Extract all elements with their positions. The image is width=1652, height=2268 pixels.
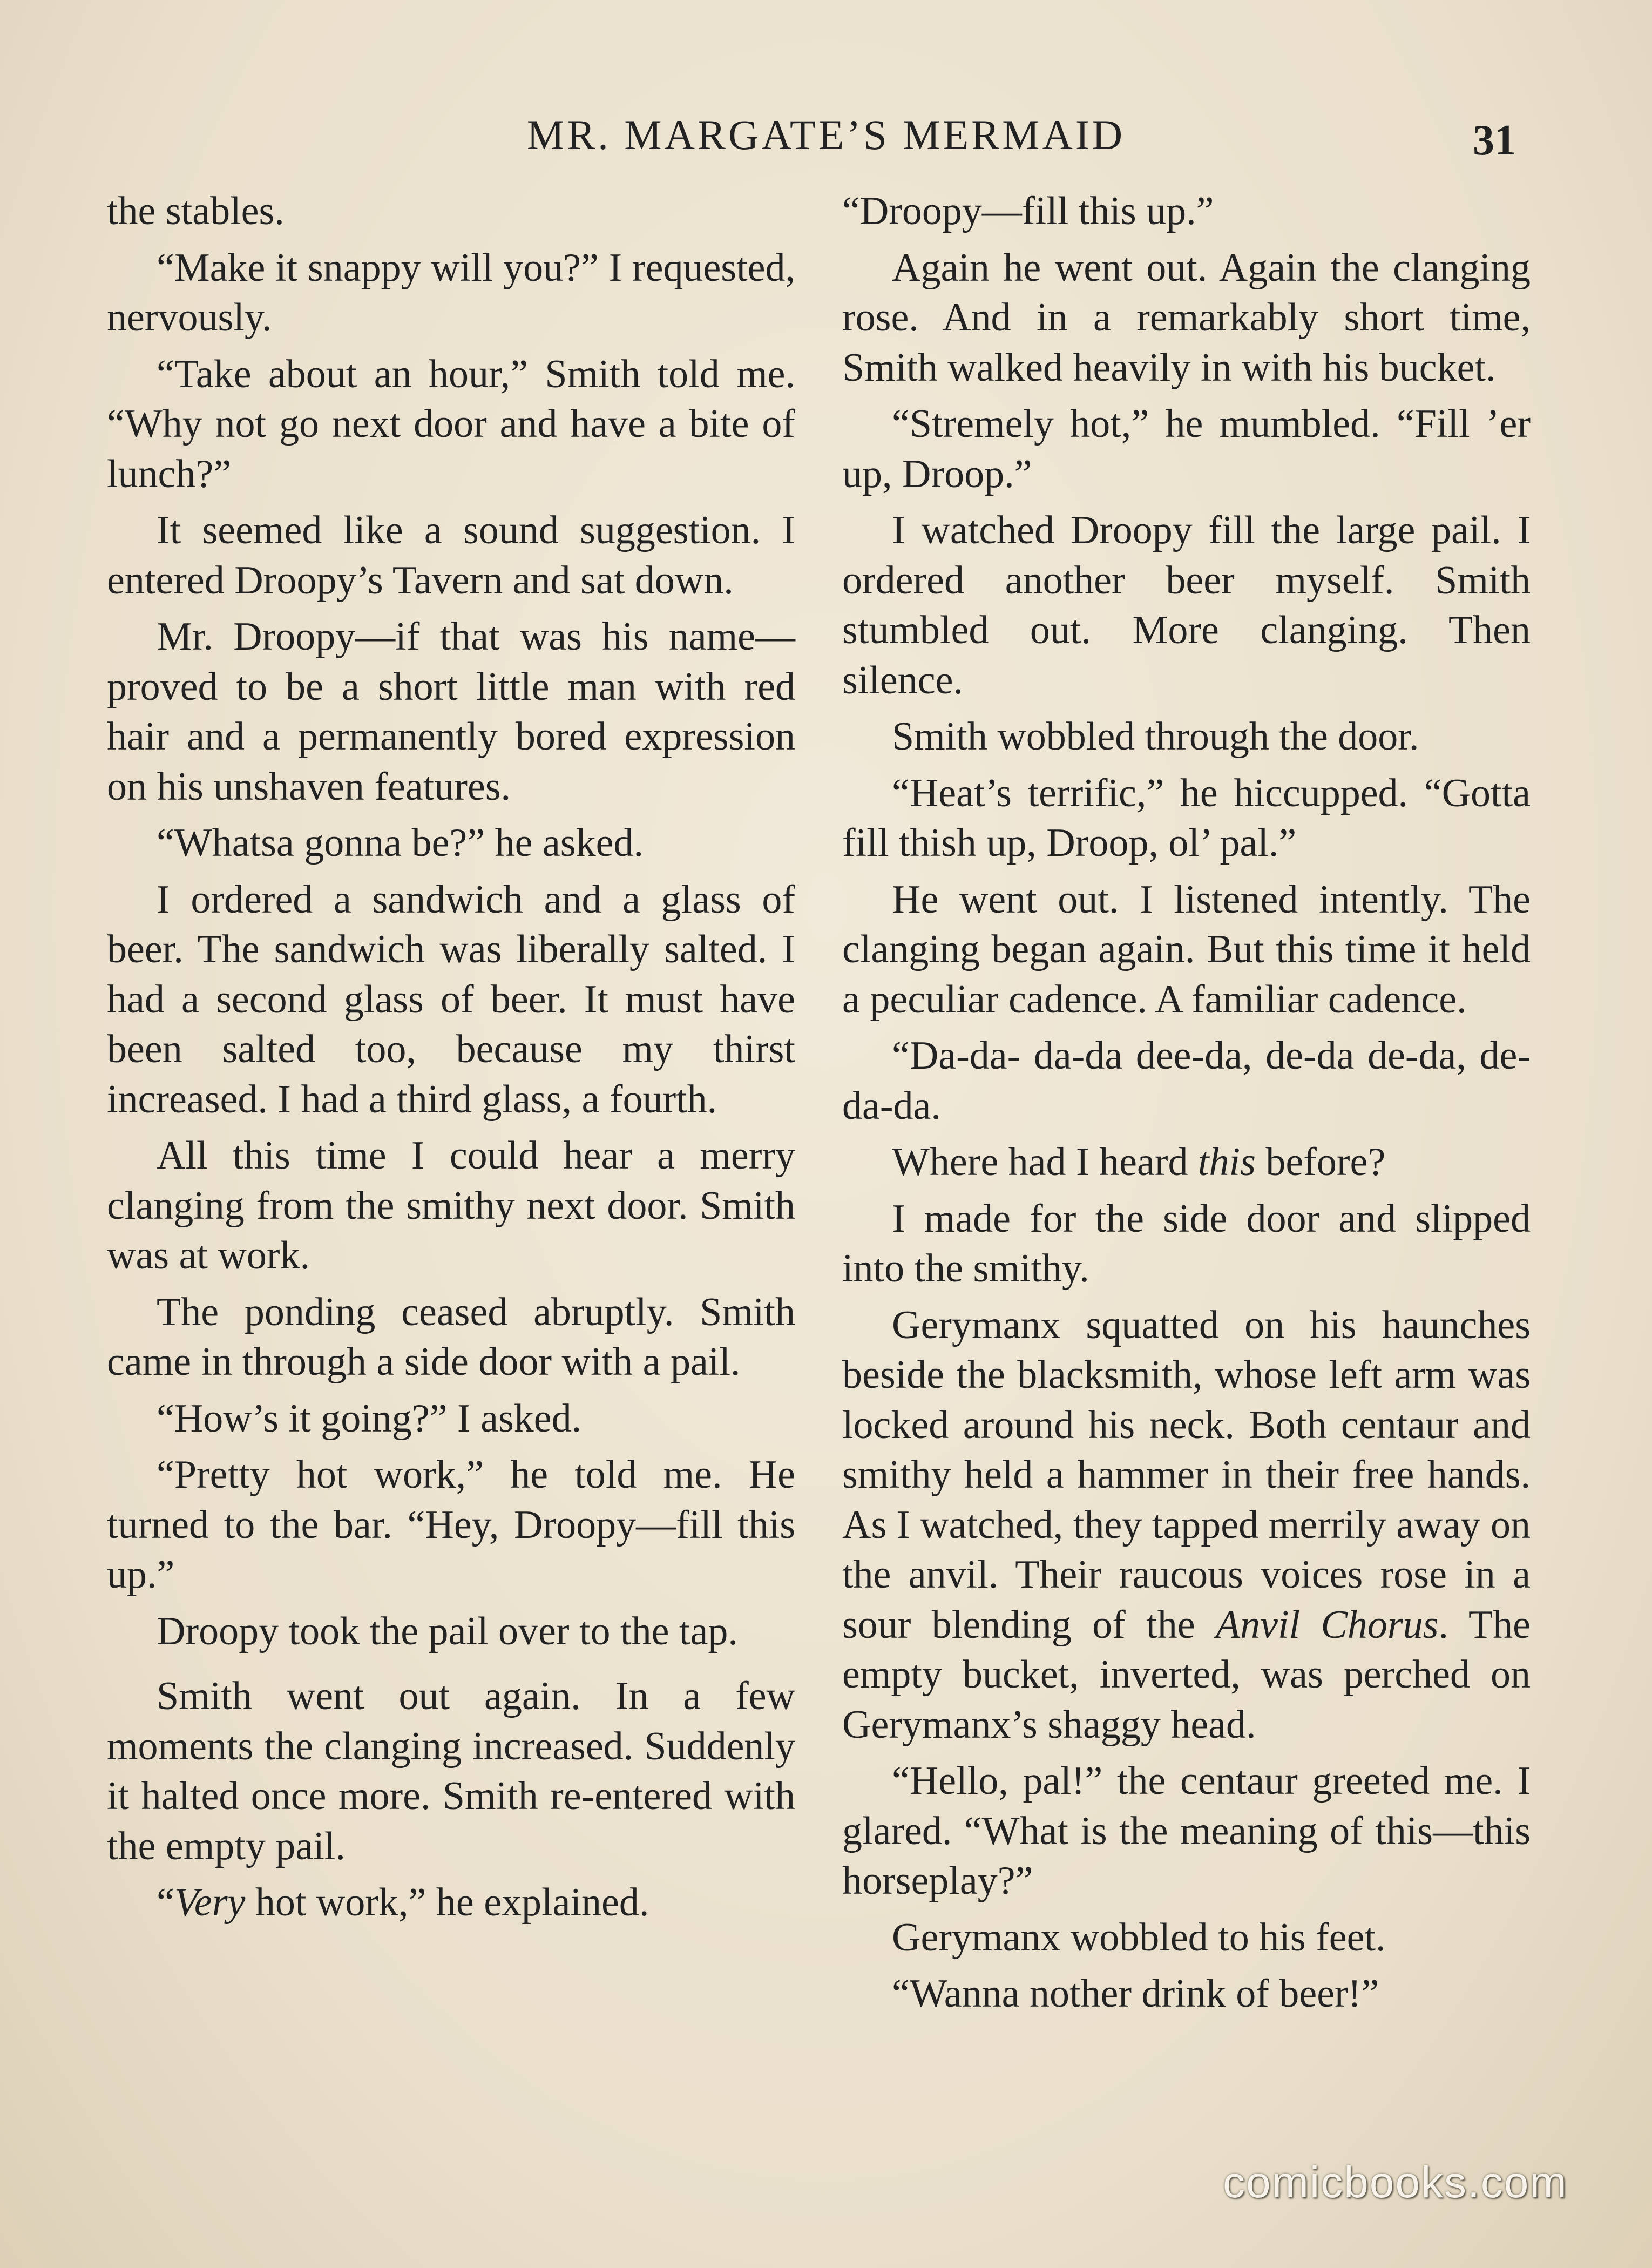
text-run: Where had I heard xyxy=(892,1140,1198,1184)
paragraph: Again he went out. Again the clanging rose. And in a remarkably short time, Smith walked heavily in with his bucket. xyxy=(842,245,1531,390)
paragraph: Droopy took the pail over to the tap. xyxy=(157,1609,738,1653)
text-run: before? xyxy=(1255,1140,1386,1184)
paragraph: It seemed like a sound suggestion. I entered Droopy’s Tavern and sat down. xyxy=(107,508,795,603)
paragraph xyxy=(842,1300,1531,1750)
paragraph: “How’s it going?” I asked. xyxy=(157,1396,582,1441)
paragraph: All this time I could hear a merry clanging from the smithy next door. Smith was at work. xyxy=(107,1133,795,1278)
italic-text: this xyxy=(1198,1140,1256,1184)
paragraph: “Take about an hour,” Smith told me. “Why not go next door and have a bite of lunch?” xyxy=(107,352,795,496)
paragraph: “Wanna nother drink of beer!” xyxy=(892,1972,1379,2016)
paragraph: the stables. xyxy=(107,189,285,233)
running-title: MR. MARGATE’S MERMAID xyxy=(526,111,1126,158)
text-run: Gerymanx squatted on his haunches beside the blacksmith, whose left arm was locked around his neck. Both centaur and smithy held a hammer in their free hands. As I watched, they tapped merrily away on the anvil. Their raucous voices rose in a sour blending of the xyxy=(842,1302,1531,1647)
paragraph: I watched Droopy fill the large pail. I ordered another beer myself. Smith stumbled out. More clanging. Then silence. xyxy=(842,508,1531,703)
right-column xyxy=(842,186,1531,2026)
text-run: . The empty bucket, inverted, was perched on Gerymanx’s shaggy head. xyxy=(842,1602,1531,1747)
paragraph: “Whatsa gonna be?” he asked. xyxy=(157,821,644,865)
paragraph: Mr. Droopy—if that was his name— proved to be a short little man with red hair and a permanently bored expression on his unshaven features. xyxy=(107,615,795,809)
page-number: 31 xyxy=(1473,117,1516,164)
paragraph: “Pretty hot work,” he told me. He turned to the bar. “Hey, Droopy—fill this up.” xyxy=(107,1453,795,1597)
paragraph: Gerymanx wobbled to his feet. xyxy=(892,1915,1386,1960)
paragraph: I ordered a sandwich and a glass of beer. The sandwich was liberally salted. I had a second glass of beer. It must have been salted too, because my thirst increased. I had a third glass, a fourth. xyxy=(107,877,795,1122)
paragraph: The ponding ceased abruptly. Smith came in through a side door with a pail. xyxy=(107,1290,795,1384)
paragraph: “Hello, pal!” the centaur greeted me. I glared. “What is the meaning of this—this horseplay?” xyxy=(842,1759,1531,1903)
watermark-logo: comicbooks.com xyxy=(1223,2158,1568,2207)
paragraph: Smith went out again. In a few moments the clanging increased. Suddenly it halted once more. Smith re-entered with the empty pail. xyxy=(107,1674,795,1868)
paragraph: “Heat’s terrific,” he hiccupped. “Gotta fill thish up, Droop, ol’ pal.” xyxy=(842,771,1531,865)
paragraph: “Da-da- da-da dee-da, de-da de-da, de-da-da. xyxy=(842,1034,1531,1128)
paragraph: I made for the side door and slipped into the smithy. xyxy=(842,1196,1531,1291)
paragraph: Smith wobbled through the door. xyxy=(892,714,1419,759)
text-run: hot work,” he explained. xyxy=(245,1880,649,1925)
paragraph: “Make it snappy will you?” I requested, nervously. xyxy=(107,245,795,340)
paragraph xyxy=(107,1878,795,1928)
italic-text: Anvil Chorus xyxy=(1215,1602,1439,1647)
paragraph: “Stremely hot,” he mumbled. “Fill ’er up, Droop.” xyxy=(842,402,1531,496)
italic-text: Very xyxy=(174,1880,246,1925)
left-column xyxy=(107,186,795,1934)
paragraph xyxy=(842,1137,1531,1187)
text-run: “ xyxy=(157,1880,174,1925)
paragraph: “Droopy—fill this up.” xyxy=(842,189,1214,233)
paragraph: He went out. I listened intently. The clanging began again. But this time it held a peculiar cadence. A familiar cadence. xyxy=(842,877,1531,1022)
